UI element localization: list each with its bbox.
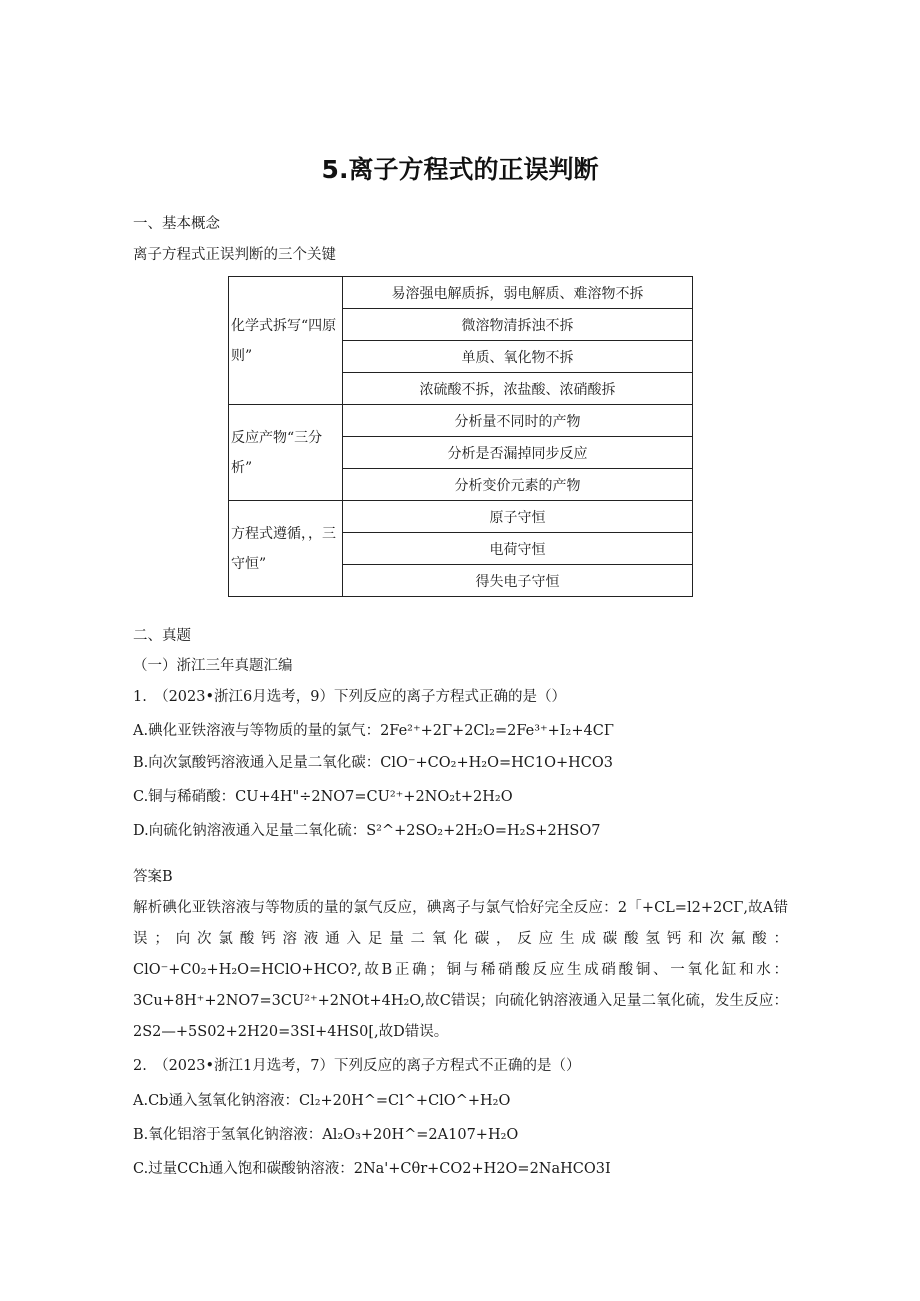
category-cell: 方程式遵循，，三守恒” [229,501,343,597]
table-item: 原子守恒 [343,501,693,533]
key-points-table [228,276,693,597]
table-item: 分析是否漏掉同步反应 [343,437,693,469]
category-cell: 反应产物“三分析” [229,405,343,501]
question-1-option-d: D.向硫化钠溶液通入足量二氧化硫：S²^+2SO₂+2H₂O=H₂S+2HSO7 [133,823,601,839]
table-item: 易溶强电解质拆，弱电解质、难溶物不拆 [343,277,693,309]
section-heading-basics: 一、基本概念 [133,216,220,232]
question-2-option-a: A.Cb通入氢氧化钠溶液：Cl₂+20H^=Cl^+ClO^+H₂O [133,1093,511,1109]
question-1-analysis: 解析碘化亚铁溶液与等物质的量的氯气反应，碘离子与氯气恰好完全反应：2「+CL=l2+2CΓ,故A错误；向次氯酸钙溶液通入足量二氧化碳，反应生成碳酸氢钙和次氟酸：ClO⁻+C0₂+H₂O=HClO+HCO?,故B正确；铜与稀硝酸反应生成硝酸铜、一氧化缸和水：3Cu+8H⁺+2NO7=3CU²⁺+2NOt+4H₂O,故C错误；向硫化钠溶液通入足量二氧化硫，发生反应：2S2—+5S02+2H20=3SI+4HS0[,故D错误。 [133,900,788,1040]
table-intro: 离子方程式正误判断的三个关键 [133,247,336,263]
question-2-option-b: B.氧化铝溶于氢氧化钠溶液：Al₂O₃+20H^=2A107+H₂O [133,1127,519,1143]
question-1-stem: 1. （2023•浙江6月选考，9）下列反应的离子方程式正确的是（） [133,689,566,705]
subsection-heading: （一）浙江三年真题汇编 [133,658,293,674]
question-2-stem: 2. （2023•浙江1月选考，7）下列反应的离子方程式不正确的是（） [133,1058,581,1074]
table-item: 浓硫酸不拆，浓盐酸、浓硝酸拆 [343,373,693,405]
table-item: 电荷守恒 [343,533,693,565]
question-1-option-a: A.碘化亚铁溶液与等物质的量的氯气：2Fe²⁺+2Γ+2Cl₂=2Fe³⁺+I₂+4CΓ [133,723,614,739]
section-heading-exams: 二、真题 [133,628,191,644]
page-title: 5.离子方程式的正误判断 [321,155,599,184]
table-item: 分析变价元素的产物 [343,469,693,501]
question-1-option-b: B.向次氯酸钙溶液通入足量二氧化碳：ClO⁻+CO₂+H₂O=HC1O+HCO3 [133,755,613,771]
category-cell: 化学式拆写“四原则” [229,277,343,405]
question-2-option-c: C.过量CCh通入饱和碳酸钠溶液：2Na'+Cθr+CO2+H2O=2NaHCO3I [133,1161,611,1177]
table-item: 微溶物清拆浊不拆 [343,309,693,341]
table-item: 得失电子守恒 [343,565,693,597]
question-1-option-c: C.铜与稀硝酸：CU+4H"÷2NO7=CU²⁺+2NO₂t+2H₂O [133,789,513,805]
table-item: 单质、氧化物不拆 [343,341,693,373]
table-item: 分析量不同时的产物 [343,405,693,437]
question-1-answer: 答案B [133,869,173,885]
